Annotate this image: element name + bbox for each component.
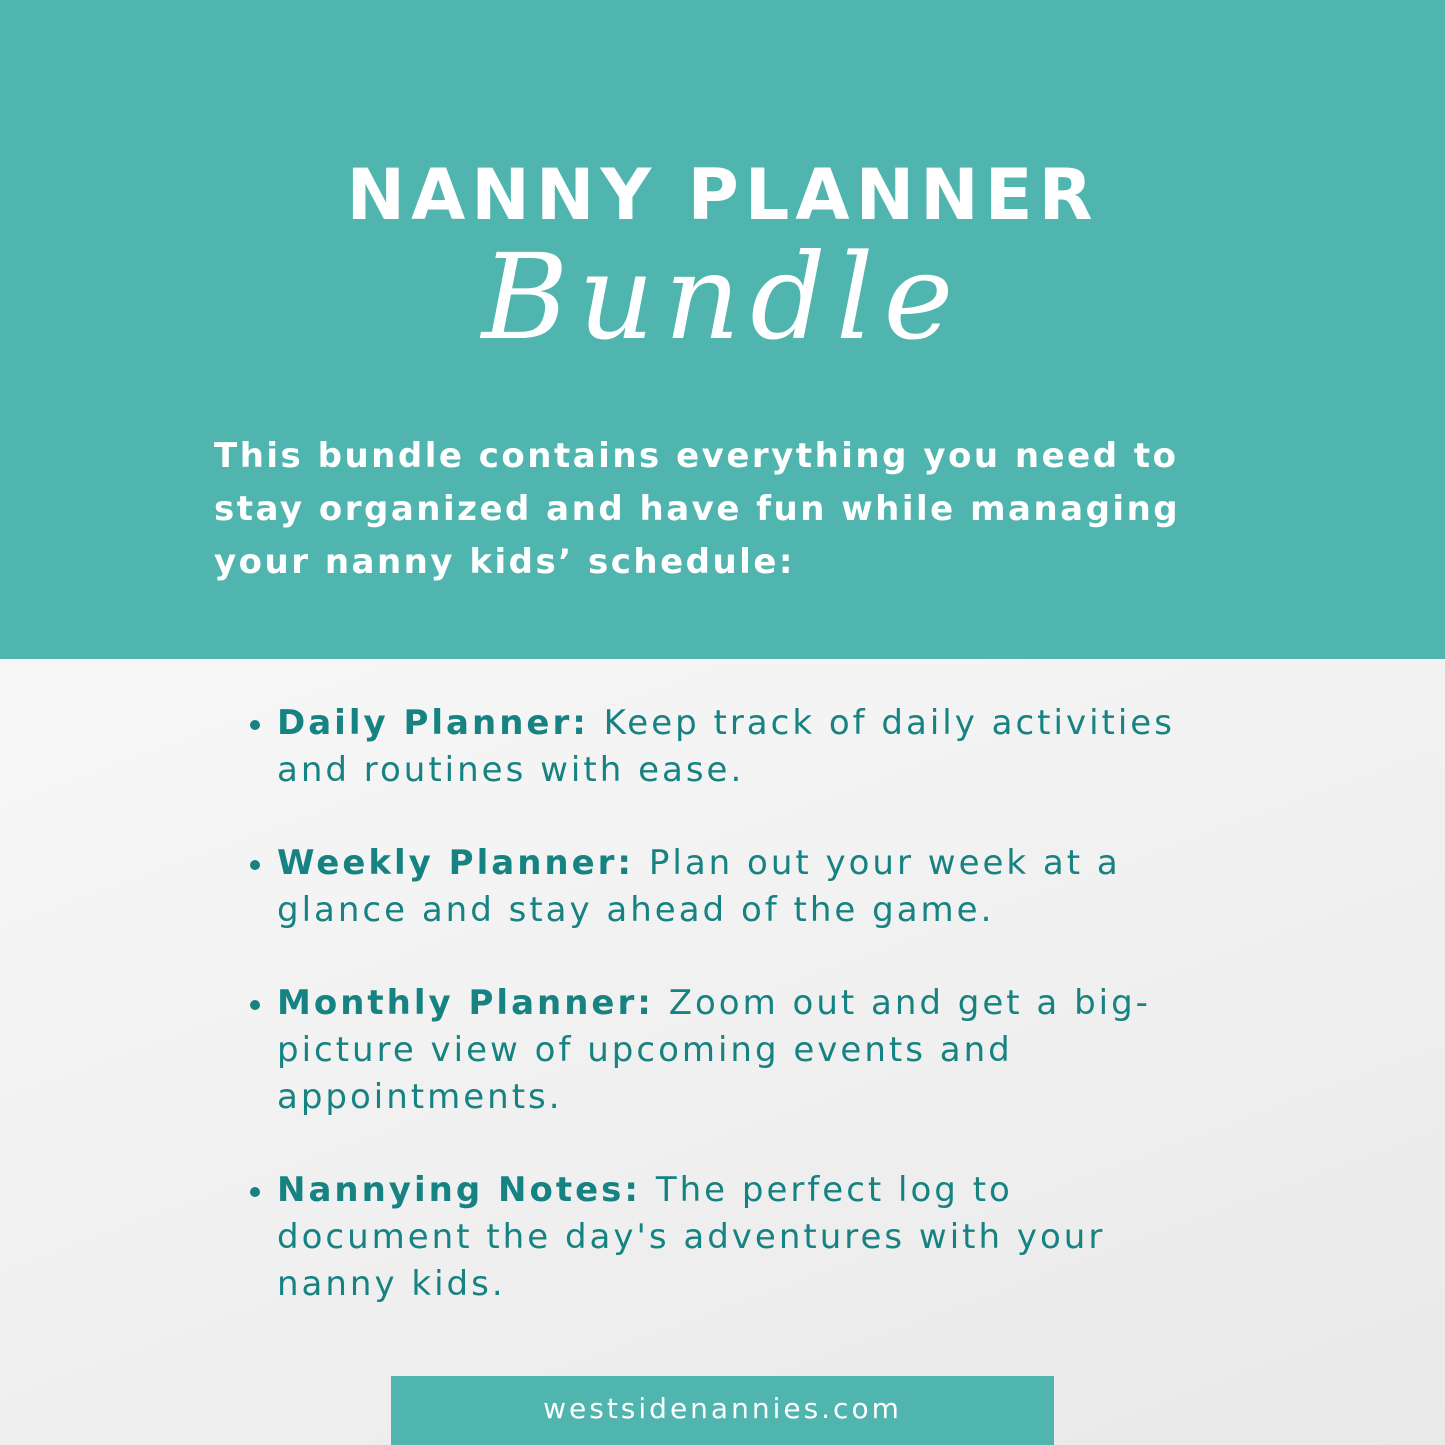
bullet-icon: [250, 1000, 260, 1010]
feature-description: Keep track of daily activities and routines with ease.: [277, 703, 1175, 790]
feature-description: The perfect log to document the day's adventures with your nanny kids.: [277, 1170, 1106, 1304]
feature-description: Plan out your week at a glance and stay ahead of the game.: [277, 843, 1121, 930]
bullet-icon: [250, 860, 260, 870]
intro-line: your nanny kids’ schedule:: [214, 542, 795, 582]
script-subtitle: Bundle: [481, 228, 964, 366]
feature-name: Monthly Planner:: [277, 983, 669, 1023]
footer-banner: [391, 1376, 1054, 1445]
intro-line: This bundle contains everything you need to: [214, 436, 1179, 476]
intro-line: stay organized and have fun while managing: [214, 489, 1181, 529]
feature-name: Weekly Planner:: [277, 843, 649, 883]
feature-monthly-planner: [244, 980, 1204, 1121]
bullet-icon: [250, 1187, 260, 1197]
feature-name: Daily Planner:: [277, 703, 604, 743]
intro-paragraph: [214, 430, 1214, 589]
feature-nannying-notes: [244, 1167, 1204, 1308]
website-link[interactable]: westsidenannies.com: [543, 1392, 902, 1425]
feature-weekly-planner: [244, 840, 1204, 934]
feature-daily-planner: [244, 700, 1204, 794]
feature-list: [244, 700, 1204, 1354]
bullet-icon: [250, 720, 260, 730]
page-title: NANNY PLANNER: [346, 154, 1099, 236]
feature-name: Nannying Notes:: [277, 1170, 656, 1210]
hero-banner: [0, 0, 1445, 659]
feature-description: Zoom out and get a big-picture view of upcoming events and appointments.: [277, 983, 1151, 1117]
